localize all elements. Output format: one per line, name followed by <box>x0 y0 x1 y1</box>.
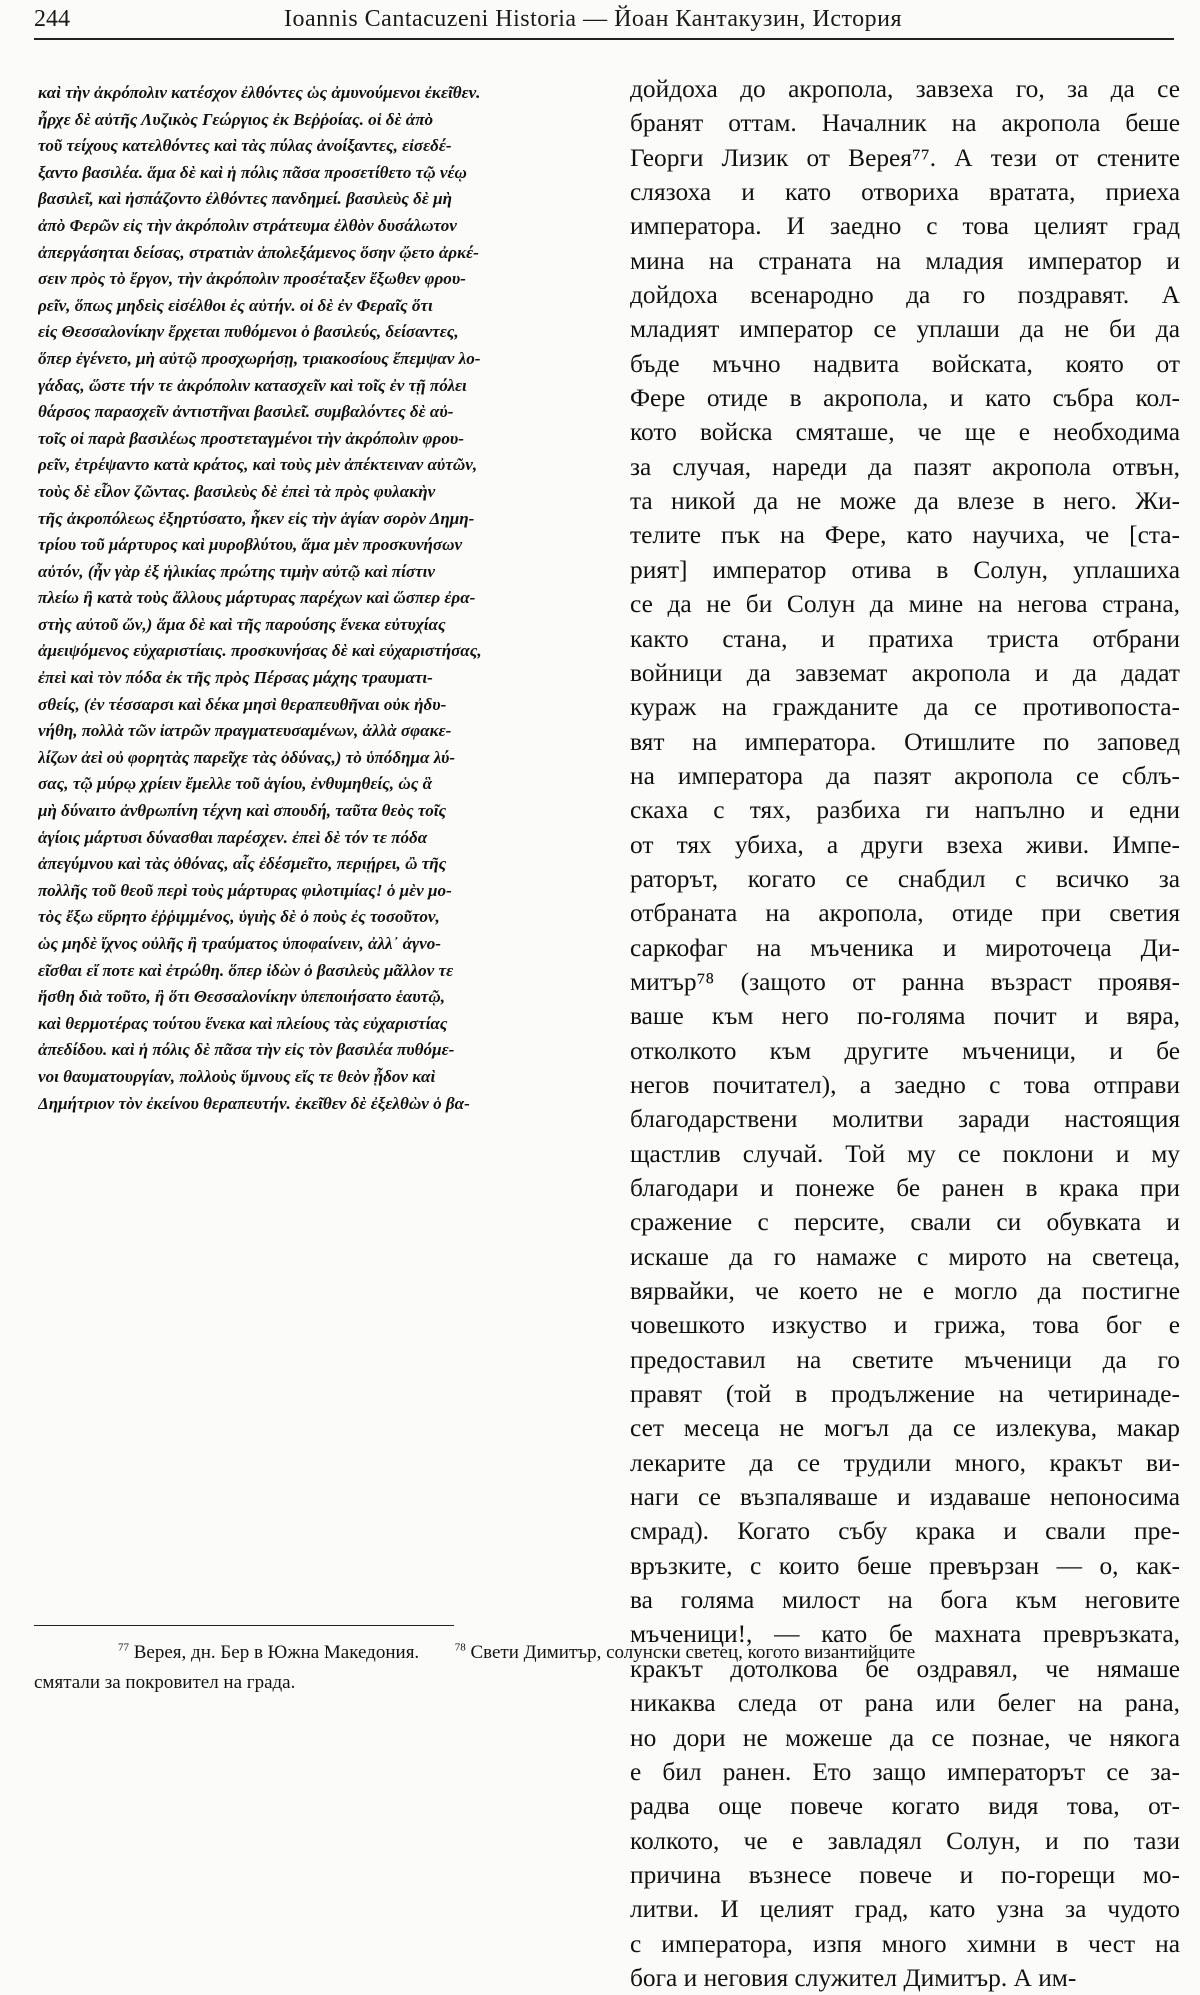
text-line: Фере отиде в акропола, и като събра кол- <box>630 384 1180 413</box>
text-line: ва голяма милост на бога към неговите <box>630 1586 1180 1615</box>
text-line: от тях убиха, а други взеха живи. Импе- <box>630 830 1180 859</box>
text-line: τοῦ τείχους κατελθόντες καὶ τὰς πύλας ἀνοίξαντες, εἰσεδέ- <box>38 136 452 156</box>
text-line: войници да завземат акропола и да дадат <box>630 658 1180 687</box>
text-line: наги се възпаляваше и издаваше непоносима <box>630 1483 1180 1512</box>
text-line: младият император се уплаши да не би да <box>630 315 1180 344</box>
text-line: νοι θαυματουργίαν, πολλοὺς ὕμνους εἴς τε θεὸν ᾖδον καὶ <box>38 1066 436 1086</box>
text-line: ἀμειψόμενος εὐχαριστίαις. προσκυνήσας δὲ καὶ εὐχαριστήσας, <box>38 641 482 661</box>
text-line: телите пък на Фере, като научиха, че [ста- <box>630 521 1180 550</box>
text-line: дойдоха до акропола, завзеха го, за да се <box>630 75 1180 103</box>
text-line: с императора, изпя много химни в чест на <box>630 1929 1180 1958</box>
text-line: раторът, когато се снабдил с всичко за <box>630 864 1180 893</box>
footnote-line: смятали за покровител на града. <box>34 1672 296 1693</box>
text-line: ἀπεργάσηται δείσας, στρατιὰν ἀπολεξάμενος ὅσην ᾤετο ἀρκέ- <box>38 242 479 262</box>
text-line: εἰς Θεσσαλονίκην ἔρχεται πυθόμενοι ὁ βασιλεύς, δείσαντες, <box>38 322 459 342</box>
text-line: мина на страната на младия император и <box>630 246 1180 275</box>
text-line: ξαντο βασιλέα. ἅμα δὲ καὶ ἡ πόλις πᾶσα προσετίθετο τῷ νέῳ <box>38 162 467 182</box>
text-line: саркофаг на мъченика и мироточеца Ди- <box>630 933 1180 962</box>
text-line: вярвайки, че което не е могло да постигне <box>630 1277 1180 1306</box>
text-line: ваше към него по-голяма почит и вяра, <box>630 1002 1180 1031</box>
text-line: както стана, и пратиха триста отбрани <box>630 624 1180 653</box>
text-line: ἁγίοις μάρτυσι δύνασθαι παρέσχεν. ἐπεὶ δὲ τόν τε πόδα <box>38 827 428 847</box>
header-rule <box>34 38 1174 40</box>
text-line: εῖσθαι εἴ ποτε καὶ ἐτρώθη. ὅπερ ἰδὼν ὁ βασιλεὺς μᾶλλον τε <box>38 960 454 980</box>
text-line: литви. И целият град, като узна за чудото <box>630 1895 1180 1924</box>
text-line: кураж на гражданите да се противопоста- <box>630 693 1180 722</box>
text-line: γάδας, ὥστε τήν τε ἀκρόπολιν κατασχεῖν καὶ τοῖς ἐν τῇ πόλει <box>38 375 467 395</box>
text-line: ἀπεγύμνου καὶ τὰς ὀθόνας, αἷς ἐδέσμεῖτο, περιῄρει, ὢ τῆς <box>38 854 447 874</box>
text-line: τῆς ἀκροπόλεως ἐξηρτύσατο, ἧκεν εἰς τὴν ἁγίαν σορὸν Δημη- <box>38 508 475 528</box>
text-line: Δημήτριον τὸν ἐκείνου θεραπευτήν. ἐκεῖθεν δὲ ἐξελθὼν ὁ βα- <box>38 1093 470 1113</box>
text-line: τοὺς δὲ εἷλον ζῶντας. βασιλεὺς δὲ ἐπεὶ τὰ πρὸς φυλακὴν <box>38 481 436 501</box>
text-line: ρεῖν, ἐτρέψαντο κατὰ κράτος, καὶ τοὺς μὲν ἀπέκτειναν αὐτῶν, <box>38 455 478 475</box>
text-line: ἥσθη διὰ τοῦτο, ἢ ὅτι Θεσσαλονίκην ὑπεποιήσατο ἑαυτῷ, <box>38 987 445 1007</box>
text-line: σας, τῷ μύρῳ χρίειν ἔμελλε τοῦ ἁγίου, ἐνθυμηθείς, ὡς ἃ <box>38 774 433 794</box>
text-line: мъченици!, — като бе махната превръзката, <box>630 1620 1180 1649</box>
text-line: ἀπεδίδου. καὶ ἡ πόλις δὲ πᾶσα τὴν εἰς τὸν βασιλέα πυθόμε- <box>38 1040 455 1060</box>
footnote-78-text: Свети Димитър, солунски светец, когото византийците <box>470 1642 916 1663</box>
text-line: бранят оттам. Началник на акропола беше <box>630 109 1180 138</box>
text-line: лекарите да се трудили много, кракът ви- <box>630 1448 1180 1477</box>
text-line: ὡς μηδὲ ἴχνος οὐλῆς ἢ τραύματος ὑποφαίνειν, ἀλλ᾿ ἀγνο- <box>38 934 441 953</box>
text-line: предоставил на светите мъченици да го <box>630 1345 1180 1374</box>
text-line: ὅπερ ἐγένετο, μὴ αὐτῷ προσχωρήσῃ, τριακοσίους ἔπεμψαν λο- <box>38 348 481 368</box>
text-line: кракът дотолкова бе оздравял, че нямаше <box>630 1654 1180 1683</box>
text-line: радва още повече когато видя това, от- <box>630 1792 1180 1821</box>
text-line: πλείω ἢ κατὰ τοὺς ἄλλους μάρτυρας παρέχων καὶ ὥσπερ ἐρα- <box>38 588 476 608</box>
footnote-rule <box>34 1625 454 1626</box>
running-header <box>34 4 1174 38</box>
text-line: сражение с персите, свали си обувката и <box>630 1208 1180 1237</box>
text-line: бъде мъчно надвита войската, която от <box>630 349 1180 378</box>
page-number: 244 <box>34 6 70 32</box>
text-line: благодари и понеже бе ранен в крака при <box>630 1174 1180 1202</box>
text-line: правят (той в продължение на четиринаде- <box>630 1380 1180 1409</box>
text-line: ἐπεὶ καὶ τὸν πόδα ἐκ τῆς πρὸς Πέρσας μάχης τραυματι- <box>38 668 433 688</box>
text-line: митър⁷⁸ (защото от ранна възраст проявя- <box>630 967 1180 996</box>
text-line: Георги Лизик от Верея⁷⁷. А тези от стените <box>630 143 1180 172</box>
text-line: е бил ранен. Ето защо императорът се за- <box>630 1757 1180 1786</box>
text-line: дойдоха всенародно да го поздравят. А <box>630 281 1180 310</box>
text-line: θάρσος παρασχεῖν ἀντιστῆναι βασιλεῖ. συμβαλόντες δὲ αὐ- <box>38 402 454 422</box>
text-line: καὶ θερμοτέρας τούτου ἕνεκα καὶ πλείους τὰς εὐχαριστίας <box>38 1013 448 1033</box>
text-line: νήθη, πολλὰ τῶν ἰατρῶν πραγματευσαμένων, ἀλλὰ σφακε- <box>38 721 452 741</box>
text-line: σειν πρὸς τὸ ἔργον, τὴν ἀκρόπολιν προσέταξεν ἔξωθεν φρου- <box>38 269 466 289</box>
footnote-77-text: Верея, дн. Бер в Южна Македония. <box>133 1642 420 1663</box>
text-line: та никой да не може да влезе в него. Жи- <box>630 487 1180 516</box>
running-title: Ioannis Cantacuzeni Historia — Йоан Кантакузин, История <box>284 6 903 32</box>
text-line: отколкото към другите мъченици, и бе <box>630 1036 1180 1065</box>
footnotes <box>34 1638 1184 1698</box>
footnote-77-marker: 77 <box>118 1641 129 1654</box>
text-line: рият] император отива в Солун, уплашиха <box>630 555 1180 584</box>
text-line: τὸς ἔξω εὕρητο ἐῤῥιμμένος, ὑγιὴς δὲ ὁ ποὺς ἐς τοσοῦτον, <box>38 907 440 927</box>
text-line: στὴς αὐτοῦ ὤν,) ἅμα δὲ καὶ τῆς παρούσης ἕνεκα εὐτυχίας <box>38 614 446 634</box>
text-line: сет месеца не могъл да се излекува, макар <box>630 1414 1180 1443</box>
text-line: императора. И заедно с това целият град <box>630 212 1180 241</box>
text-line: ἀπὸ Φερῶν εἰς τὴν ἀκρόπολιν στράτευμα ἐλθὸν δυσάλωτον <box>38 215 457 235</box>
text-line: λίζων ἀεὶ οὐ φορητὰς παρεῖχε τὰς ὀδύνας,) τὸ ὑπόδημα λύ- <box>38 747 456 767</box>
text-line: на императора да пазят акропола се сблъ- <box>630 761 1180 790</box>
greek-column <box>38 80 584 1117</box>
text-line: ἦρχε δὲ αὐτῆς Λυζικὸς Γεώργιος ἐκ Βεῤῥοίας. οἱ δὲ ἀπὸ <box>38 109 434 129</box>
footnote-line <box>34 1638 1184 1668</box>
text-line: човешкото изкуство и грижа, това бог е <box>630 1311 1180 1340</box>
text-line: отбраната на акропола, отиде при светия <box>630 899 1180 928</box>
text-line: τοῖς οἱ παρὰ βασιλέως προστεταγμένοι τὴν ἀκρόπολιν φρου- <box>38 428 464 448</box>
text-line: се да не би Солун да мине на негова страна, <box>630 590 1180 619</box>
text-line: слязоха и като отвориха вратата, приеха <box>630 178 1180 207</box>
text-line: щастлив случай. Той му се поклони и му <box>630 1139 1180 1168</box>
text-line: връзките, с които беше превързан — о, как- <box>630 1551 1180 1580</box>
text-line: причина възнесе повече и по-горещи мо- <box>630 1860 1180 1889</box>
text-line: смрад). Когато събу крака и свали пре- <box>630 1517 1180 1546</box>
text-line: σθείς, (ἐν τέσσαρσι καὶ δέκα μησὶ θεραπευθῆναι οὐκ ἠδυ- <box>38 694 447 714</box>
text-line: негов почитател), а заедно с това отправи <box>630 1070 1180 1099</box>
text-line: βασιλεῖ, καὶ ἠσπάζοντο ἐλθόντες πανδημεί. βασιλεὺς δὲ μὴ <box>38 189 453 209</box>
footnote-78-marker: 78 <box>454 1641 466 1654</box>
text-line: πολλῆς τοῦ θεοῦ περὶ τοὺς μάρτυρας φιλοτιμίας! ὁ μὲν μο- <box>38 880 452 900</box>
text-line: благодарствени молитви заради настоящия <box>630 1105 1180 1134</box>
text-line: искаше да го намаже с мирото на светеца, <box>630 1242 1180 1271</box>
text-line: бога и неговия служител Димитър. А им- <box>630 1963 1077 1992</box>
text-line: никаква следа от рана или белег на рана, <box>630 1689 1180 1718</box>
text-line: кото войска смяташе, че ще е необходима <box>630 418 1180 447</box>
text-line: вят на императора. Отишлите по заповед <box>630 727 1180 756</box>
text-line: μὴ δύναιτο ἀνθρωπίνη τέχνη καὶ σπουδή, ταῦτα θεὸς τοῖς <box>38 801 447 821</box>
text-line: καὶ τὴν ἀκρόπολιν κατέσχον ἐλθόντες ὡς ἀμυνούμενοι ἐκεῖθεν. <box>38 83 481 102</box>
text-line: колкото, че е завладял Солун, и по тази <box>630 1826 1180 1855</box>
text-line: скаха с тях, разбиха ги напълно и едни <box>630 796 1180 825</box>
text-line: ρεῖν, ὅπως μηδεὶς εἰσέλθοι ἐς αὐτήν. οἱ δὲ ἐν Φεραῖς ὅτι <box>38 295 433 315</box>
text-line: за случая, нареди да пазят акропола отвън, <box>630 452 1180 481</box>
text-line: αὐτόν, (ἦν γὰρ ἐξ ἡλικίας πρώτης τιμὴν αὐτῷ καὶ πίστιν <box>38 561 435 581</box>
text-line: τρίου τοῦ μάρτυρος καὶ μυροβλύτου, ἅμα μὲν προσκυνήσων <box>38 535 463 555</box>
text-line: но дори не можеше да се познае, че някога <box>630 1723 1180 1752</box>
